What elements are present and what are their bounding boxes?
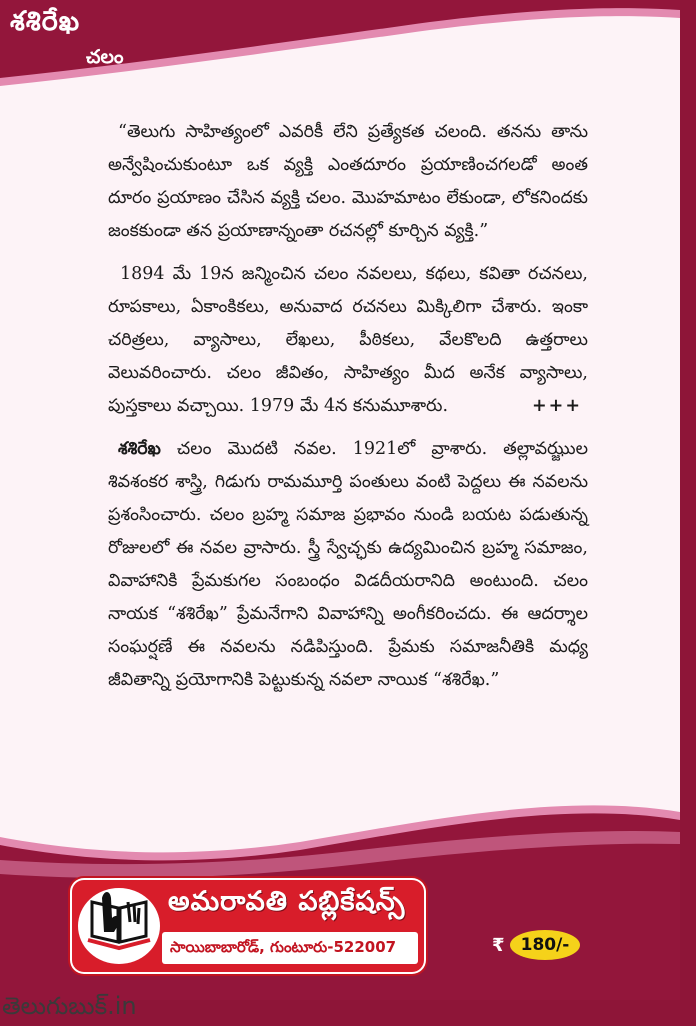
site-watermark: తెలుగుబుక్.in [2, 992, 137, 1020]
paragraph-3 [108, 433, 588, 697]
publisher-box [72, 880, 424, 972]
paragraph-1: “తెలుగు సాహిత్యంలో ఎవరికీ లేని ప్రత్యేకత చలంది. తనను తాను అన్వేషించుకుంటూ ఒక వ్యక్తి ఎంతదూరం ప్రయాణించగలడో అంత దూరం ప్రయాణం చేసిన వ్యక్తి చలం. మొహమాటం లేకుండా, లోకనిందకు జంకకుండా తన ప్రయాణాన్నంతా రచనల్లో కూర్చిన వ్యక్తి.” [108, 122, 588, 241]
rupee-icon: ₹ [492, 935, 505, 956]
book-title: శశిరేఖ [10, 6, 81, 37]
open-book-hand-icon [78, 888, 160, 964]
publisher-logo [78, 888, 160, 964]
publisher-address: సాయిబాబారోడ్, గుంటూరు-522007 [170, 938, 397, 956]
paragraph-3-text: చలం మొదటి నవల. 1921లో వ్రాశారు. తల్లావఝ్జుల శివశంకర శాస్త్రి, గిడుగు రామమూర్తి పంతులు వంటి పెద్దలు ఈ నవలను ప్రశంసించారు. చలం బ్రహ్మ సమాజ ప్రభావం నుండి బయట పడుతున్న రోజులలో ఈ నవల వ్రాసారు. స్త్రీ స్వేచ్ఛకు ఉద్యమించిన బ్రహ్మ సమాజం, వివాహానికి ప్రేమకుగల సంబంధం విడదీయరానిది అంటుంది. చలం నాయక “శశిరేఖ” ప్రేమనేగాని వివాహాన్ని అంగీకరించదు. ఈ ఆదర్శాల సంఘర్షణే ఈ నవలను నడిపిస్తుంది. ప్రేమకు సమాజనీతికి మధ్య జీవితాన్ని ప్రయోగానికి పెట్టుకున్న నవలా నాయిక “శశిరేఖ.” [108, 439, 588, 690]
section-separator: +++ [532, 396, 582, 416]
address-strip [162, 932, 418, 964]
paragraph-3-lead: శశిరేఖ [118, 439, 161, 459]
blurb-text [108, 116, 588, 707]
price-value: 180/- [510, 930, 580, 960]
book-author: చలం [86, 46, 124, 68]
paragraph-2 [108, 258, 588, 423]
paragraph-2-text: 1894 మే 19న జన్మించిన చలం నవలలు, కథలు, కవితా రచనలు, రూపకాలు, ఏకాంకికలు, అనువాద రచనలు మిక్కిలిగా చేశారు. ఇంకా చరిత్రలు, వ్యాసాలు, లేఖలు, పీఠికలు, వేలకొలది ఉత్తరాలు వెలువరించారు. చలం జీవితం, సాహిత్యం మీద అనేక వ్యాసాలు, పుస్తకాలు వచ్చాయి. 1979 మే 4న కనుమూశారు. [108, 264, 588, 416]
publisher-name: అమరావతి పబ్లికేషన్స్ [168, 886, 406, 917]
